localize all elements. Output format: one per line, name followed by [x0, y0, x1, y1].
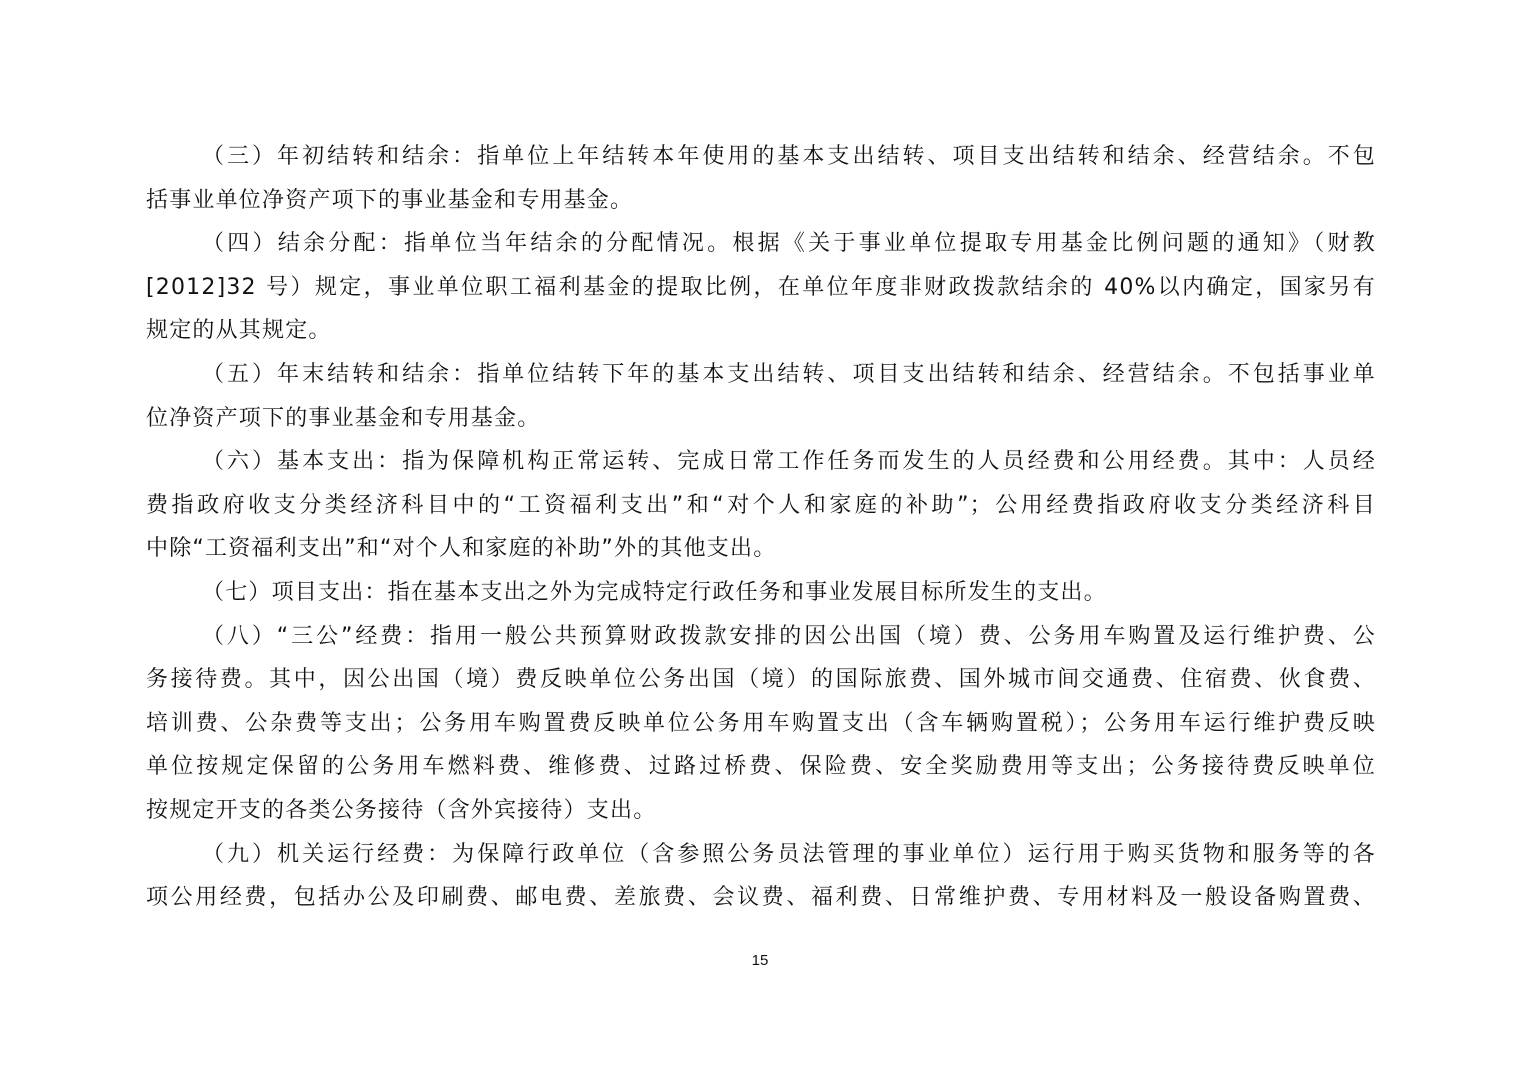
text-line: （四）结余分配：指单位当年结余的分配情况。根据《关于事业单位提取专用基金比例问题的通知》（财教 [202, 231, 1376, 257]
text-line: （九）机关运行经费：为保障行政单位（含参照公务员法管理的事业单位）运行用于购买货物和服务等的各 [202, 841, 1376, 867]
text-line: 位净资产项下的事业基金和专用基金。 [146, 405, 541, 431]
paragraph-carryover-beginning [146, 135, 1376, 222]
text-line: （五）年末结转和结余：指单位结转下年的基本支出结转、项目支出结转和结余、经营结余。不包括事业单 [202, 361, 1376, 387]
body-text [146, 135, 1376, 920]
text-line: 按规定开支的各类公务接待（含外宾接待）支出。 [146, 797, 657, 823]
page-number: 15 [751, 952, 769, 969]
text-line: 培训费、公杂费等支出；公务用车购置费反映单位公务用车购置支出（含车辆购置税）；公务用车运行维护费反映 [146, 710, 1376, 736]
paragraph-project-expenditure [146, 571, 1376, 615]
text-line: 项公用经费，包括办公及印刷费、邮电费、差旅费、会议费、福利费、日常维护费、专用材料及一般设备购置费、 [146, 885, 1376, 911]
text-line: （七）项目支出：指在基本支出之外为完成特定行政任务和事业发展目标所发生的支出。 [202, 579, 1107, 605]
text-line: （八）“三公”经费：指用一般公共预算财政拨款安排的因公出国（境）费、公务用车购置及运行维护费、公 [202, 623, 1376, 649]
paragraph-carryover-end [146, 353, 1376, 440]
text-line: 费指政府收支分类经济科目中的“工资福利支出”和“对个人和家庭的补助”；公用经费指政府收支分类经济科目 [146, 492, 1376, 518]
text-line: [2012]32 号）规定，事业单位职工福利基金的提取比例，在单位年度非财政拨款结余的 40%以内确定，国家另有 [146, 274, 1376, 300]
text-line: 单位按规定保留的公务用车燃料费、维修费、过路过桥费、保险费、安全奖励费用等支出；公务接待费反映单位 [146, 754, 1376, 780]
text-line: 规定的从其规定。 [146, 318, 332, 344]
paragraph-three-public-expenses [146, 615, 1376, 833]
paragraph-surplus-distribution [146, 222, 1376, 353]
text-line: 括事业单位净资产项下的事业基金和专用基金。 [146, 187, 634, 213]
text-line: 中除“工资福利支出”和“对个人和家庭的补助”外的其他支出。 [146, 536, 777, 562]
text-line: （三）年初结转和结余：指单位上年结转本年使用的基本支出结转、项目支出结转和结余、经营结余。不包 [202, 144, 1376, 169]
paragraph-basic-expenditure [146, 440, 1376, 571]
paragraph-operating-expenses [146, 833, 1376, 920]
text-line: 务接待费。其中，因公出国（境）费反映单位公务出国（境）的国际旅费、国外城市间交通费、住宿费、伙食费、 [146, 667, 1376, 693]
text-line: （六）基本支出：指为保障机构正常运转、完成日常工作任务而发生的人员经费和公用经费。其中：人员经 [202, 449, 1376, 475]
